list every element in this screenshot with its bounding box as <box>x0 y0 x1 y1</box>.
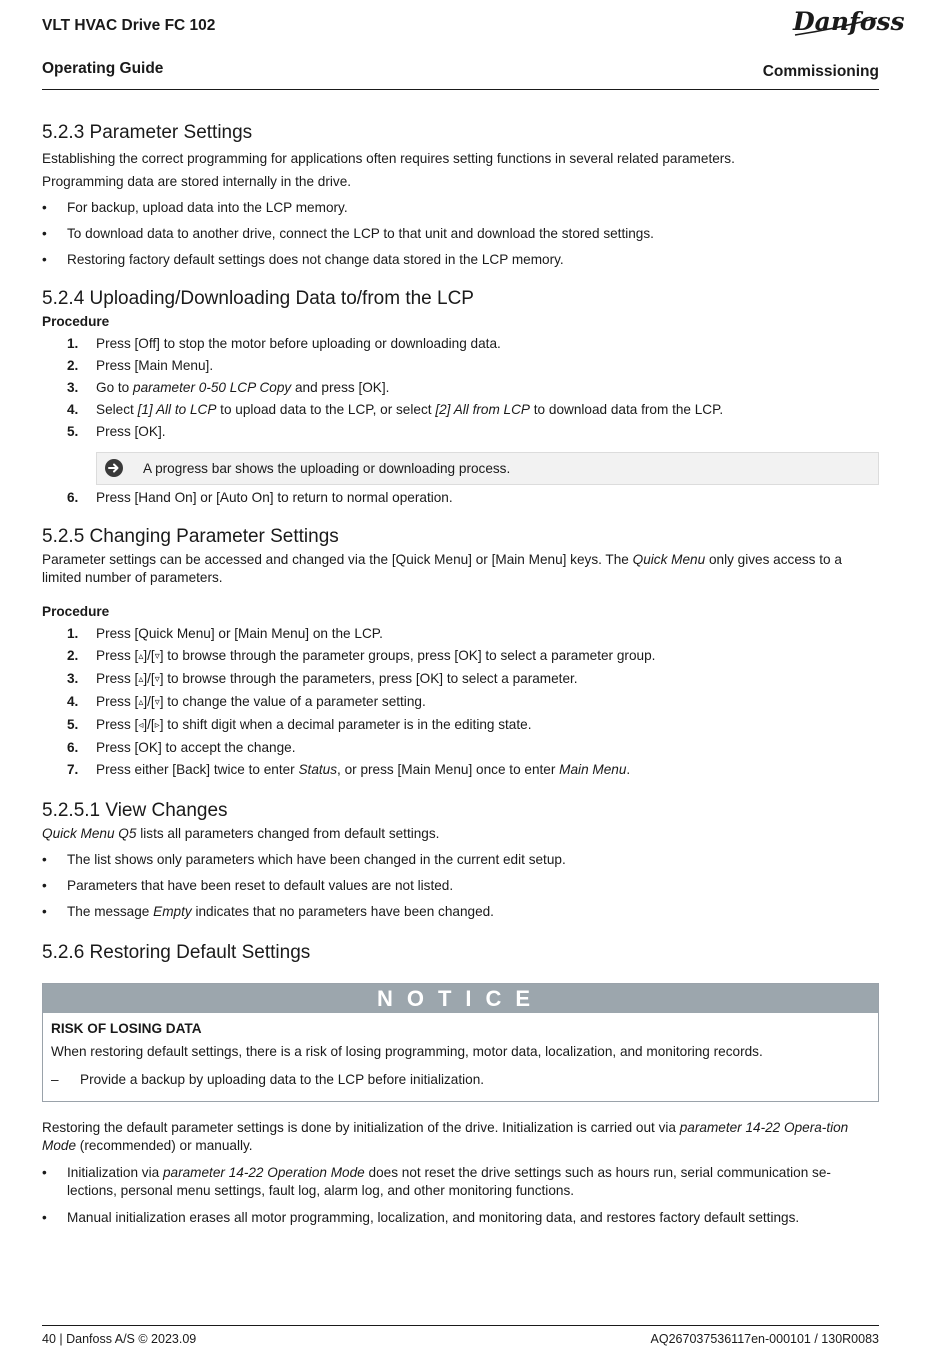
paragraph <box>42 825 879 843</box>
step-text: Select <box>96 402 138 417</box>
list-item: • The list shows only parameters which have been changed in the current edit setup. <box>42 851 879 869</box>
notice-body <box>43 1013 878 1101</box>
step-number: 4. <box>67 694 79 709</box>
step-number: 3. <box>67 380 79 395</box>
paragraph: Programming data are stored internally in the drive. <box>42 174 352 189</box>
list-item: 4. Press [▵]/[▿] to change the value of a parameter setting. <box>67 694 426 709</box>
heading-5-2-5: 5.2.5 Changing Parameter Settings <box>42 526 339 547</box>
step-list <box>42 489 879 507</box>
bullet-list <box>42 851 879 921</box>
text: Restoring the default parameter settings is done by initialization of the drive. Initialization is carried out via <box>42 1120 680 1135</box>
step-text: to change the value of a parameter setting. <box>167 694 426 709</box>
arrow-right-circle-icon <box>105 459 123 477</box>
heading-5-2-5-1: 5.2.5.1 View Changes <box>42 800 228 821</box>
list-item <box>42 739 879 757</box>
step-text: Press [Hand On] or [Auto On] to return to normal operation. <box>96 490 453 505</box>
step-number: 2. <box>67 358 79 373</box>
text: lists all parameters changed from default settings. <box>136 826 440 841</box>
list-item: 3. Press [▵]/[▿] to browse through the parameters, press [OK] to select a parameter. <box>67 671 578 686</box>
paragraph: Establishing the correct programming for applications often requires setting functions in several related parameters. <box>42 151 735 166</box>
step-text: Press <box>96 671 131 686</box>
parameter-ref: parameter 14-22 Operation Mode <box>162 1165 365 1180</box>
step-text: Press [Quick Menu] or [Main Menu] on the LCP. <box>96 626 383 641</box>
step-text: to browse through the parameters, press [OK] to select a parameter. <box>167 671 578 686</box>
notice-title: RISK OF LOSING DATA <box>51 1021 202 1036</box>
footer-doc-number: AQ267037536117en-000101 / 130R0083 <box>650 1332 879 1346</box>
svg-text:Danfoss: Danfoss <box>793 7 905 36</box>
list-item: 2. Press [▵]/[▿] to browse through the parameter groups, press [OK] to select a parameter group. <box>67 648 656 663</box>
message-ref: Empty <box>153 904 192 919</box>
bullet-list <box>42 199 879 269</box>
step-text: Press either [Back] twice to enter <box>96 762 299 777</box>
step-list <box>42 625 879 779</box>
list-item <box>42 401 879 419</box>
procedure-label: Procedure <box>42 604 110 619</box>
main-content <box>42 121 879 1227</box>
step-text: to download data from the LCP. <box>530 402 724 417</box>
text: (recommended) or manually. <box>76 1138 253 1153</box>
step-text: to upload data to the LCP, or select <box>216 402 436 417</box>
parameter-ref: parameter 0-50 LCP Copy <box>133 380 292 395</box>
menu-ref: Status <box>298 762 338 777</box>
step-text: Press [Off] to stop the motor before uploading or downloading data. <box>96 336 501 351</box>
step-number: 4. <box>67 402 79 417</box>
notice-text: When restoring default settings, there is a risk of losing programming, motor data, localization, and monitoring records. <box>51 1044 763 1059</box>
danfoss-logo <box>791 4 905 40</box>
step-text: Press <box>96 694 131 709</box>
procedure-label: Procedure <box>42 314 110 329</box>
list-item <box>42 379 879 397</box>
result-text: A progress bar shows the uploading or downloading process. <box>143 460 511 476</box>
list-item: • To download data to another drive, connect the LCP to that unit and download the stored settings. <box>42 225 879 243</box>
list-item <box>42 625 879 643</box>
list-item: • For backup, upload data into the LCP memory. <box>42 199 879 217</box>
menu-ref: Main Menu <box>559 762 627 777</box>
up-arrow-icon: ▵ <box>138 674 144 685</box>
text: does not reset the drive settings such as hours run, serial communication se-lections, personal menu settings, fault log, alarm log, and other monitoring functions. <box>67 1165 831 1198</box>
list-item <box>42 903 879 921</box>
footer-divider <box>42 1325 879 1326</box>
step-text: to shift digit when a decimal parameter is in the editing state. <box>167 717 532 732</box>
list-item: 5. Press [◃]/[▹] to shift digit when a decimal parameter is in the editing state. <box>67 717 532 732</box>
list-item: – Provide a backup by uploading data to the LCP before initialization. <box>51 1071 870 1089</box>
step-text: Press [OK]. <box>96 424 166 439</box>
step-text: , or press [Main Menu] once to enter <box>337 762 560 777</box>
text: Initialization via <box>67 1165 163 1180</box>
notice-list <box>51 1071 870 1089</box>
left-arrow-icon: ◃ <box>138 720 144 731</box>
down-arrow-icon: ▿ <box>154 697 160 708</box>
step-number: 6. <box>67 740 79 755</box>
list-item <box>42 335 879 353</box>
footer-page-info: 40 | Danfoss A/S © 2023.09 <box>42 1332 197 1346</box>
step-number: 5. <box>67 717 79 732</box>
list-item: • Parameters that have been reset to default values are not listed. <box>42 877 879 895</box>
step-text: Go to <box>96 380 134 395</box>
step-text: Press <box>96 648 131 663</box>
up-arrow-icon: ▵ <box>138 697 144 708</box>
step-number: 3. <box>67 671 79 686</box>
heading-5-2-6: 5.2.6 Restoring Default Settings <box>42 942 311 963</box>
step-text: Press <box>96 717 131 732</box>
paragraph <box>42 1119 879 1155</box>
result-box <box>96 452 879 485</box>
heading-5-2-3: 5.2.3 Parameter Settings <box>42 122 253 143</box>
menu-ref: Quick Menu Q5 <box>42 826 137 841</box>
parameter-ref: parameter 14-22 Opera-tion Mode <box>42 1120 849 1153</box>
text: The message <box>67 904 154 919</box>
list-item <box>42 423 879 441</box>
heading-5-2-4: 5.2.4 Uploading/Downloading Data to/from the LCP <box>42 288 474 309</box>
doc-title: VLT HVAC Drive FC 102 <box>42 17 216 34</box>
step-text: and press [OK]. <box>291 380 390 395</box>
header-divider <box>42 89 879 90</box>
right-arrow-icon: ▹ <box>154 720 160 731</box>
step-text: . <box>626 762 631 777</box>
guide-label: Operating Guide <box>42 60 164 77</box>
list-item <box>42 489 879 507</box>
step-list <box>42 335 879 441</box>
paragraph <box>42 551 879 587</box>
list-item <box>42 1164 879 1200</box>
list-item <box>42 357 879 375</box>
step-text: Press [Main Menu]. <box>96 358 214 373</box>
list-item: • Restoring factory default settings does not change data stored in the LCP memory. <box>42 251 879 269</box>
option-ref: [2] All from LCP <box>435 402 530 417</box>
notice-label: NOTICE <box>43 984 878 1013</box>
text: only gives access to a limited number of parameters. <box>42 552 842 585</box>
step-number: 1. <box>67 626 79 641</box>
step-number: 5. <box>67 424 79 439</box>
step-text: to browse through the parameter groups, press [OK] to select a parameter group. <box>167 648 656 663</box>
text: indicates that no parameters have been changed. <box>191 904 494 919</box>
step-text: Press [OK] to accept the change. <box>96 740 296 755</box>
section-label: Commissioning <box>762 63 879 80</box>
step-number: 6. <box>67 490 79 505</box>
down-arrow-icon: ▿ <box>154 674 160 685</box>
text: Parameter settings can be accessed and changed via the [Quick Menu] or [Main Menu] keys. The <box>42 552 633 567</box>
step-number: 2. <box>67 648 79 663</box>
bullet-list <box>42 1164 879 1227</box>
up-arrow-icon: ▵ <box>138 651 144 662</box>
list-item <box>42 761 879 779</box>
step-number: 1. <box>67 336 79 351</box>
down-arrow-icon: ▿ <box>154 651 160 662</box>
option-ref: [1] All to LCP <box>137 402 217 417</box>
list-item: • Manual initialization erases all motor programming, localization, and monitoring data, and restores factory default settings. <box>42 1209 879 1227</box>
menu-ref: Quick Menu <box>632 552 706 567</box>
step-number: 7. <box>67 762 79 777</box>
notice-box <box>42 983 879 1102</box>
